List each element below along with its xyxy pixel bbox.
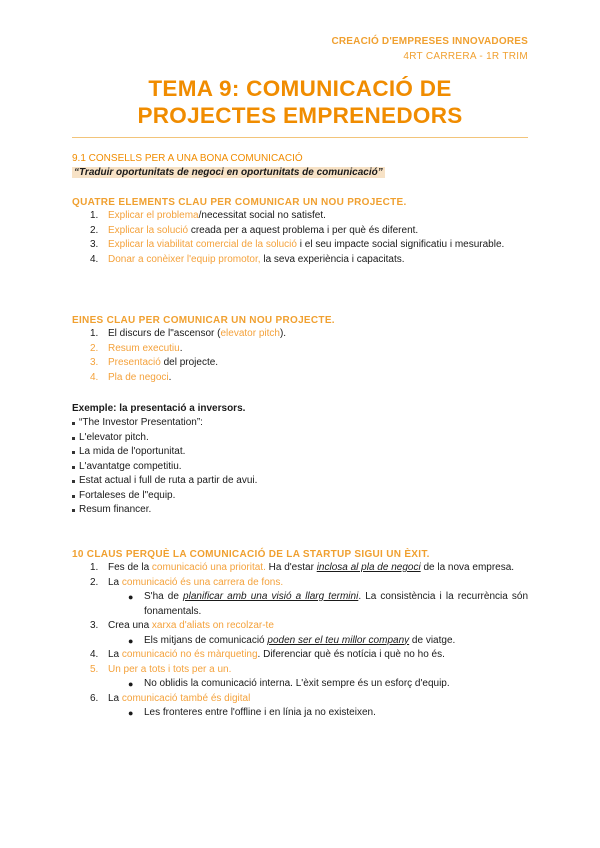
list-item: 1. Fes de la comunicació una prioritat. Ha d'estar inclosa al pla de negoci de la nova empresa. bbox=[90, 562, 515, 573]
list-item: 4. Donar a conèixer l'equip promotor, la seva experiència i capacitats. bbox=[90, 253, 405, 265]
list-item: 4. La comunicació no és màrqueting. Diferenciar què és notícia i què no ho és. bbox=[90, 649, 445, 660]
page-title bbox=[72, 75, 528, 129]
list-item: 3. Explicar la viabilitat comercial de la solució i el seu impacte social significatiu i mesurable. bbox=[90, 239, 505, 250]
quatre-list bbox=[72, 209, 528, 267]
quote-line bbox=[72, 165, 385, 180]
sub-list-item: ● No oblidis la comunicació interna. L'èxit sempre és un esforç d'equip. bbox=[128, 678, 450, 689]
eines-list bbox=[72, 327, 528, 385]
list-item: 2. La comunicació és una carrera de fons. bbox=[90, 576, 284, 588]
header-course: CREACIÓ D'EMPRESES INNOVADORES bbox=[331, 36, 528, 47]
title-line-1: TEMA 9: COMUNICACIÓ DE bbox=[148, 76, 452, 101]
section-heading-eines: EINES CLAU PER COMUNICAR UN NOU PROJECTE. bbox=[72, 315, 335, 326]
list-item: L'elevator pitch. bbox=[72, 431, 528, 446]
list-item: Resum financer. bbox=[72, 503, 528, 518]
title-line-2: PROJECTES EMPRENEDORS bbox=[137, 103, 463, 128]
sub-list-item: ● Els mitjans de comunicació poden ser el teu millor company de viatge. bbox=[128, 634, 456, 646]
section-heading-quatre: QUATRE ELEMENTS CLAU PER COMUNICAR UN NOU PROJECTE. bbox=[72, 197, 407, 208]
list-item: 2. Explicar la solució creada per a aquest problema i per què és diferent. bbox=[90, 224, 419, 236]
list-item: 1. Explicar el problema/necessitat social no satisfet. bbox=[90, 210, 326, 221]
header-term: 4RT CARRERA - 1R TRIM bbox=[403, 51, 528, 62]
claus-list bbox=[72, 561, 528, 721]
list-item: 5. Un per a tots i tots per a un. bbox=[90, 663, 232, 675]
list-item: Estat actual i full de ruta a partir de avui. bbox=[72, 474, 528, 489]
list-item: 4. Pla de negoci. bbox=[90, 371, 172, 383]
title-divider bbox=[72, 137, 528, 138]
list-item: 3. Crea una xarxa d'aliats on recolzar-te bbox=[90, 620, 274, 631]
sub-list-item: ● S'ha de planificar amb una visió a llarg termini. La consistència i la recurrència són fonamentals. bbox=[128, 591, 529, 617]
section-heading-claus: 10 CLAUS PERQUÈ LA COMUNICACIÓ DE LA STARTUP SIGUI UN ÈXIT. bbox=[72, 549, 430, 560]
list-item: 1. El discurs de l"ascensor (elevator pitch). bbox=[90, 328, 287, 339]
list-item: L'avantatge competitiu. bbox=[72, 460, 528, 475]
list-item: La mida de l'oportunitat. bbox=[72, 445, 528, 460]
list-item: Fortaleses de l"equip. bbox=[72, 489, 528, 504]
example-list bbox=[72, 416, 528, 518]
list-item: 3. Presentació del projecte. bbox=[90, 357, 219, 368]
example-heading: Exemple: la presentació a inversors. bbox=[72, 403, 246, 414]
highlighted-quote: “Traduir oportunitats de negoci en oportunitats de comunicació” bbox=[74, 167, 383, 178]
list-item: 2. Resum executiu. bbox=[90, 342, 183, 354]
subsection-heading: 9.1 CONSELLS PER A UNA BONA COMUNICACIÓ bbox=[72, 153, 303, 164]
list-item: 6. La comunicació també és digital bbox=[90, 692, 251, 704]
list-item: “The Investor Presentation”: bbox=[72, 416, 528, 431]
sub-list-item: ● Les fronteres entre l'offline i en línia ja no existeixen. bbox=[128, 707, 376, 718]
